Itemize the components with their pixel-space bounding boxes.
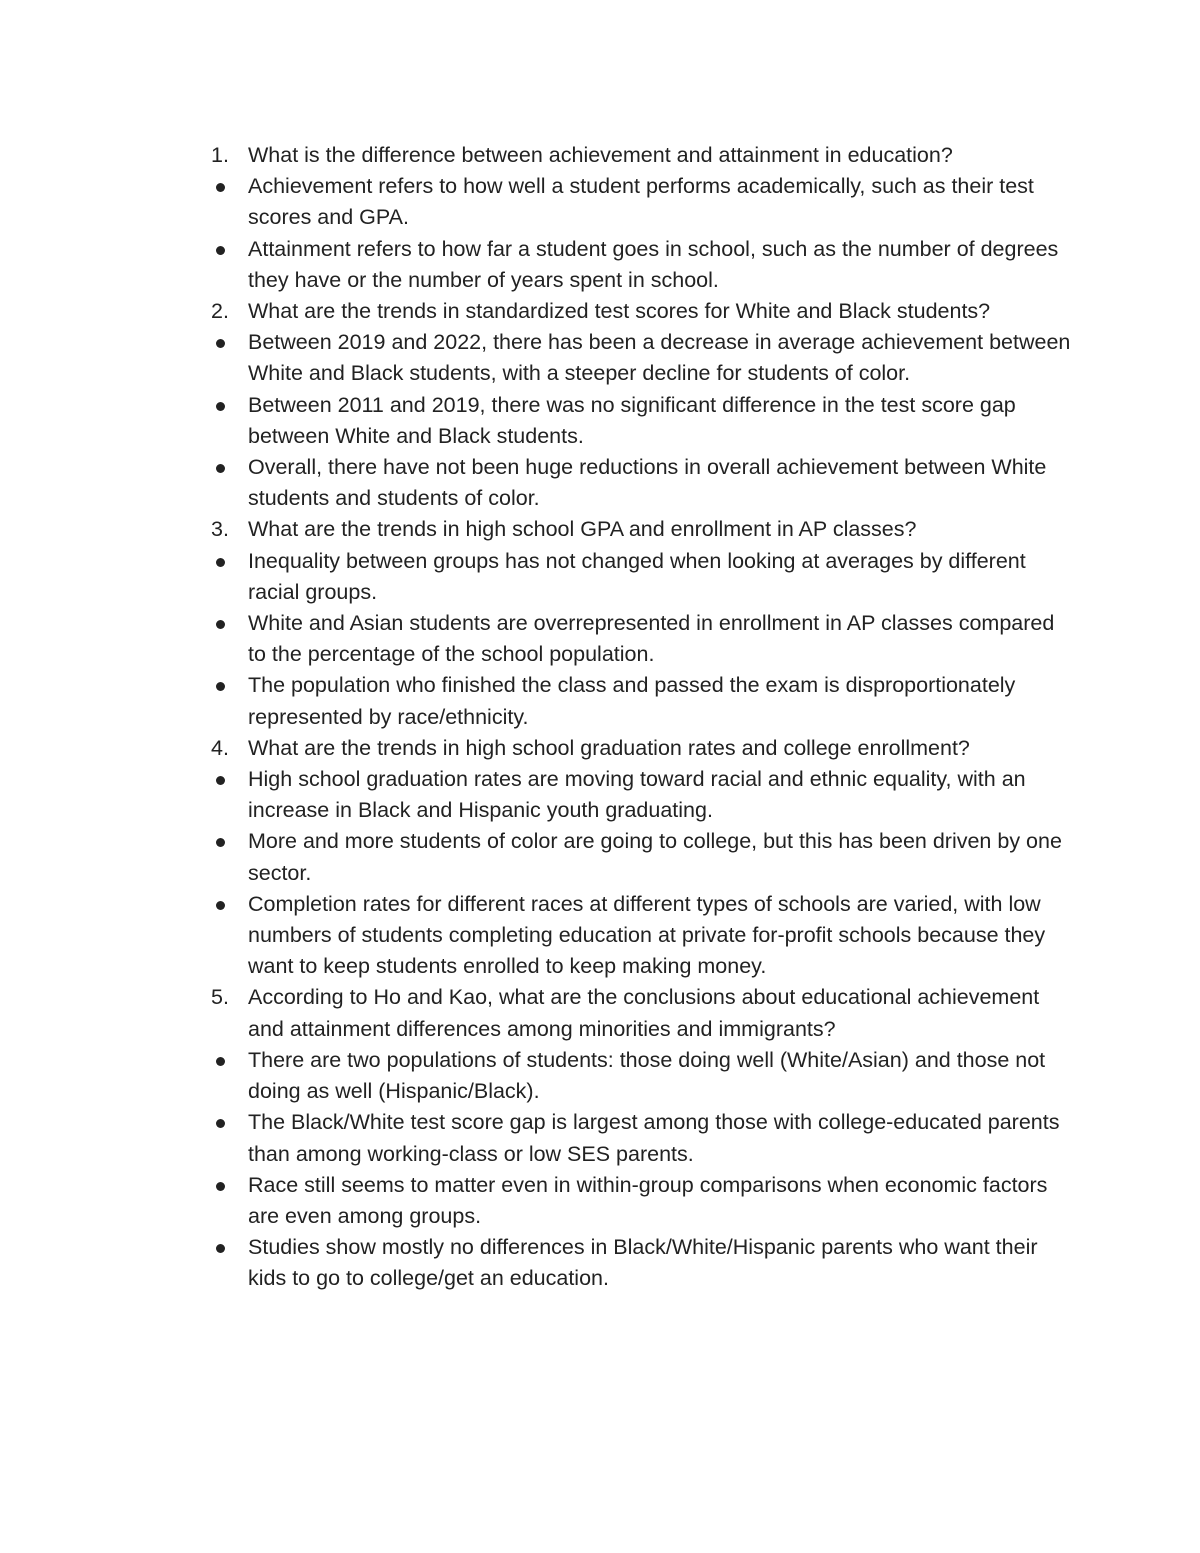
answer-text: Studies show mostly no differences in Black/White/Hispanic parents who want their kids to go to college/get an education. <box>248 1235 1038 1291</box>
bullet-icon <box>216 1119 225 1128</box>
answer-bullet <box>211 390 1071 452</box>
question-text: What are the trends in high school GPA and enrollment in AP classes? <box>248 517 917 542</box>
question-item <box>211 982 1071 1044</box>
answer-bullet <box>211 608 1071 670</box>
answer-bullet <box>211 826 1071 888</box>
answer-bullet <box>211 1045 1071 1107</box>
answer-text: White and Asian students are overrepresented in enrollment in AP classes compared to the percentage of the school population. <box>248 611 1055 667</box>
answer-text: There are two populations of students: those doing well (White/Asian) and those not doing as well (Hispanic/Black). <box>248 1047 1046 1104</box>
answer-text: Achievement refers to how well a student performs academically, such as their test scores and GPA. <box>248 174 1034 230</box>
question-item <box>211 296 1071 327</box>
answer-text: Inequality between groups has not changed when looking at averages by different racial groups. <box>248 548 1026 604</box>
answer-text: The population who finished the class and passed the exam is disproportionately represented by race/ethnicity. <box>248 673 1016 729</box>
bullet-icon <box>216 183 225 192</box>
notes-list <box>211 140 1071 1295</box>
list-number: 3. <box>211 517 229 542</box>
bullet-icon <box>216 838 225 847</box>
answer-bullet <box>211 546 1071 608</box>
bullet-icon <box>216 682 225 691</box>
list-number: 2. <box>211 299 229 324</box>
answer-text: High school graduation rates are moving toward racial and ethnic equality, with an increase in Black and Hispanic youth graduating. <box>248 767 1026 823</box>
answer-bullet <box>211 234 1071 296</box>
list-number: 5. <box>211 985 229 1010</box>
question-text: According to Ho and Kao, what are the conclusions about educational achievement and attainment differences among minorities and immigrants? <box>248 985 1040 1041</box>
bullet-icon <box>216 776 225 785</box>
question-text: What are the trends in standardized test scores for White and Black students? <box>248 299 991 324</box>
answer-bullet <box>211 764 1071 826</box>
answer-text: Attainment refers to how far a student goes in school, such as the number of degrees they have or the number of years spent in school. <box>248 236 1059 292</box>
bullet-icon <box>216 246 225 255</box>
question-text: What are the trends in high school graduation rates and college enrollment? <box>248 735 970 760</box>
answer-text: Completion rates for different races at different types of schools are varied, with low numbers of students completing education at private for-profit schools because they want to keep students enrolled to keep making money. <box>248 891 1046 979</box>
question-item <box>211 733 1071 764</box>
question-item <box>211 140 1071 171</box>
list-number: 1. <box>211 143 229 167</box>
bullet-icon <box>216 620 225 629</box>
answer-bullet <box>211 889 1071 983</box>
bullet-icon <box>216 402 225 411</box>
answer-text: Between 2011 and 2019, there was no significant difference in the test score gap between White and Black students. <box>248 392 1016 448</box>
answer-text: Between 2019 and 2022, there has been a decrease in average achievement between White and Black students, with a steeper decline for students of color. <box>248 330 1071 386</box>
answer-bullet <box>211 327 1071 389</box>
answer-bullet <box>211 1232 1071 1294</box>
answer-bullet <box>211 452 1071 514</box>
answer-text: The Black/White test score gap is largest among those with college-educated parents than among working-class or low SES parents. <box>248 1110 1060 1166</box>
question-text: What is the difference between achievement and attainment in education? <box>248 143 953 167</box>
answer-bullet <box>211 1107 1071 1169</box>
answer-text: Overall, there have not been huge reductions in overall achievement between White students and students of color. <box>248 455 1047 511</box>
question-item <box>211 514 1071 545</box>
answer-bullet <box>211 1170 1071 1232</box>
bullet-icon <box>216 901 225 910</box>
answer-text: Race still seems to matter even in within-group comparisons when economic factors are even among groups. <box>248 1172 1048 1228</box>
answer-text: More and more students of color are going to college, but this has been driven by one sector. <box>248 829 1062 885</box>
bullet-icon <box>216 464 225 473</box>
list-number: 4. <box>211 735 229 760</box>
bullet-icon <box>216 1244 225 1253</box>
bullet-icon <box>216 558 225 567</box>
bullet-icon <box>216 1182 225 1191</box>
answer-bullet <box>211 670 1071 732</box>
bullet-icon <box>216 339 225 348</box>
bullet-icon <box>216 1057 225 1066</box>
answer-bullet <box>211 171 1071 233</box>
